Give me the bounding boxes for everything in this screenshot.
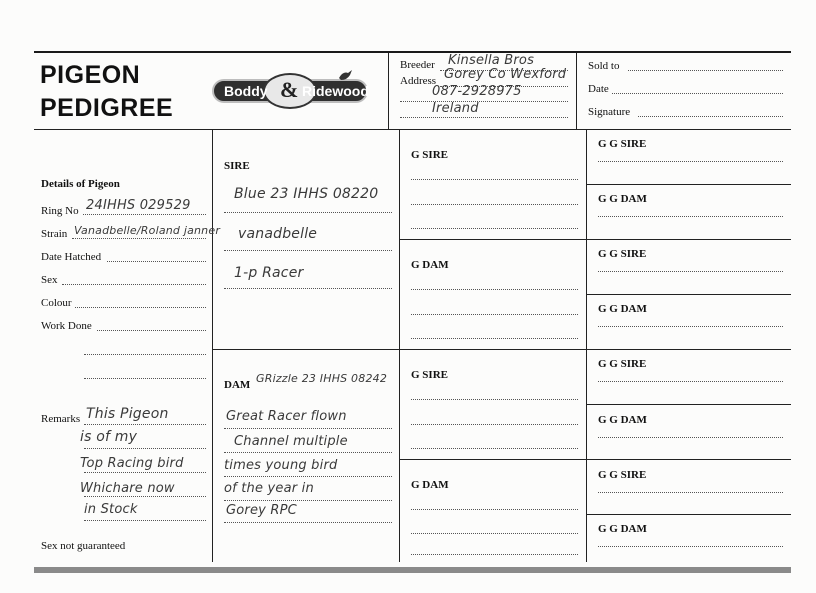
g-dam-2-label: G DAM: [411, 479, 449, 491]
sold-to-line: [628, 70, 783, 71]
g-dam-2-line-2: [411, 533, 578, 534]
gg-dam-3-line: [598, 437, 783, 438]
top-border: [34, 51, 791, 53]
work-done-extra-line-1: [84, 354, 206, 355]
col-divider-parents: [399, 129, 400, 562]
gg-sire-4-label: G G SIRE: [598, 469, 647, 481]
header-col-divider-1: [388, 53, 389, 129]
logo-ampersand: &: [280, 77, 299, 102]
col-divider-grandparents: [586, 129, 587, 562]
address-value-1: Gorey Co Wexford: [444, 67, 567, 82]
colour-line: [75, 307, 206, 308]
dam-value-4: of the year in: [224, 481, 314, 496]
ring-no-line: [83, 214, 206, 215]
g-dam-1-line-3: [411, 338, 578, 339]
g-sire-2-line-2: [411, 424, 578, 425]
g-sire-1-line-2: [411, 204, 578, 205]
strain-label: Strain: [41, 228, 68, 240]
details-heading: Details of Pigeon: [41, 178, 120, 190]
gg-divider-2: [586, 294, 791, 295]
dam-line-4: [224, 500, 392, 501]
date-hatched-label: Date Hatched: [41, 251, 102, 263]
g-dam-1-line-1: [411, 289, 578, 290]
sire-value-3: 1-p Racer: [234, 265, 304, 281]
dam-line-2: [224, 452, 392, 453]
g-divider-1: [399, 239, 791, 240]
gg-sire-3-label: G G SIRE: [598, 358, 647, 370]
dam-label: DAM: [224, 379, 251, 391]
signature-label: Signature: [588, 106, 631, 118]
gg-sire-3-line: [598, 381, 783, 382]
sire-dam-divider: [212, 349, 791, 350]
sex-not-guaranteed-note: Sex not guaranteed: [41, 540, 126, 552]
sire-line-1: [224, 212, 392, 213]
breeder-label: Breeder: [400, 59, 435, 71]
strain-line: [72, 238, 206, 239]
logo-right-word: Ridewood: [302, 83, 369, 99]
dam-value-1: Great Racer flown: [226, 409, 347, 424]
address-value-2: 087-2928975: [432, 84, 522, 99]
remarks-label: Remarks: [41, 413, 81, 425]
g-dam-1-label: G DAM: [411, 259, 449, 271]
g-sire-1-label: G SIRE: [411, 149, 448, 161]
dam-value-5: Gorey RPC: [226, 503, 297, 518]
gg-divider-3: [586, 404, 791, 405]
remarks-line-2: [84, 448, 206, 449]
gg-sire-2-label: G G SIRE: [598, 248, 647, 260]
g-sire-1-line-3: [411, 228, 578, 229]
gg-sire-1-line: [598, 161, 783, 162]
date-hatched-line: [107, 261, 206, 262]
dam-line-1: [224, 428, 392, 429]
sire-value-1: Blue 23 IHHS 08220: [234, 186, 379, 202]
signature-line: [638, 116, 783, 117]
colour-label: Colour: [41, 297, 72, 309]
address-line-3: [400, 117, 568, 118]
gg-divider-1: [586, 184, 791, 185]
sex-line: [62, 284, 206, 285]
remarks-value-5: in Stock: [84, 502, 138, 517]
remarks-line-5: [84, 520, 206, 521]
gg-dam-4-line: [598, 546, 783, 547]
g-dam-2-line-3: [411, 554, 578, 555]
address-value-3: Ireland: [432, 101, 479, 116]
work-done-extra-line-2: [84, 378, 206, 379]
bottom-border: [34, 567, 791, 573]
gg-dam-4-label: G G DAM: [598, 523, 647, 535]
sex-label: Sex: [41, 274, 58, 286]
remarks-line-4: [84, 496, 206, 497]
header-col-divider-2: [576, 53, 577, 129]
dam-line-3: [224, 476, 392, 477]
g-sire-2-label: G SIRE: [411, 369, 448, 381]
breeder-value: Kinsella Bros: [448, 53, 535, 68]
work-done-label: Work Done: [41, 320, 92, 332]
pigeon-icon: [338, 68, 354, 82]
title-line-2: PEDIGREE: [40, 94, 174, 122]
logo-left-word: Boddy: [224, 83, 268, 99]
sire-line-3: [224, 288, 392, 289]
address-line-2: [400, 101, 568, 102]
gg-dam-1-line: [598, 216, 783, 217]
remarks-value-2: is of my: [80, 429, 138, 445]
header-divider: [34, 129, 791, 130]
sold-to-label: Sold to: [588, 60, 620, 72]
remarks-value-3: Top Racing bird: [80, 456, 184, 471]
work-done-line: [97, 330, 206, 331]
date-label: Date: [588, 83, 609, 95]
remarks-value-1: This Pigeon: [86, 406, 169, 422]
g-sire-2-line-3: [411, 448, 578, 449]
strain-value: Vanadbelle/Roland janner: [74, 224, 221, 237]
g-dam-1-line-2: [411, 314, 578, 315]
sire-line-2: [224, 250, 392, 251]
boddy-ridewood-logo: [210, 72, 370, 110]
g-divider-2: [399, 459, 791, 460]
gg-divider-4: [586, 514, 791, 515]
date-line: [612, 93, 783, 94]
g-sire-1-line-1: [411, 179, 578, 180]
dam-value-3: times young bird: [224, 458, 338, 473]
sire-label: SIRE: [224, 160, 250, 172]
gg-sire-4-line: [598, 492, 783, 493]
remarks-line-1: [84, 424, 206, 425]
ring-no-value: 24IHHS 029529: [86, 198, 191, 213]
gg-dam-2-line: [598, 326, 783, 327]
col-divider-details: [212, 129, 213, 562]
dam-value-2: Channel multiple: [234, 434, 348, 449]
gg-sire-1-label: G G SIRE: [598, 138, 647, 150]
gg-sire-2-line: [598, 271, 783, 272]
remarks-line-3: [84, 472, 206, 473]
dam-inline-value: GRizzle 23 IHHS 08242: [256, 372, 388, 385]
address-label: Address: [400, 75, 437, 87]
g-dam-2-line-1: [411, 509, 578, 510]
gg-dam-3-label: G G DAM: [598, 414, 647, 426]
g-sire-2-line-1: [411, 399, 578, 400]
remarks-value-4: Whichare now: [80, 481, 175, 496]
gg-dam-2-label: G G DAM: [598, 303, 647, 315]
gg-dam-1-label: G G DAM: [598, 193, 647, 205]
sire-value-2: vanadbelle: [238, 226, 318, 242]
title-line-1: PIGEON: [40, 61, 141, 89]
ring-no-label: Ring No: [41, 205, 79, 217]
dam-line-5: [224, 522, 392, 523]
